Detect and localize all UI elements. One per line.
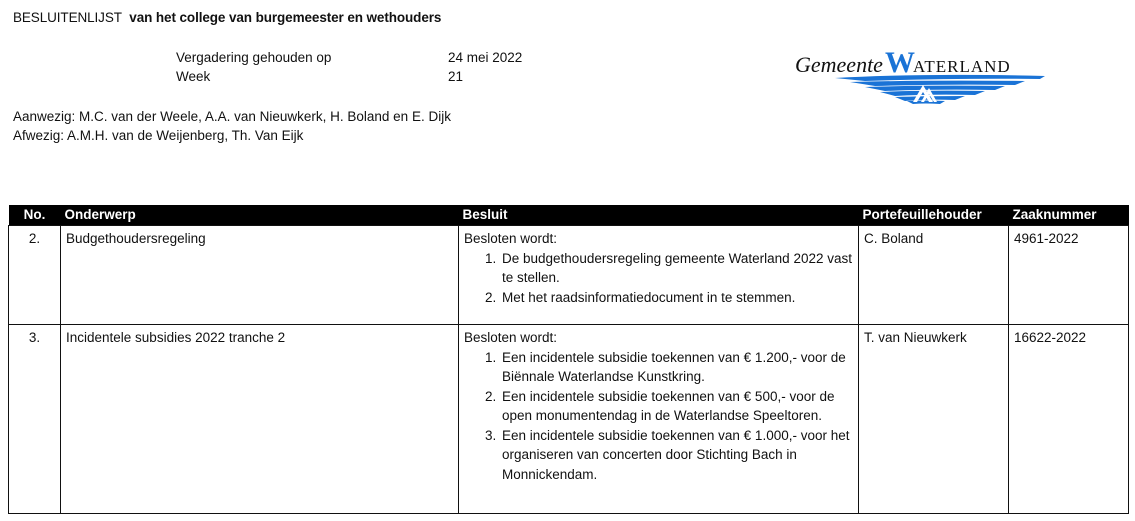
decisions-table [8, 205, 1129, 514]
title-subtitle: van het college van burgemeester en wethouders [129, 10, 442, 25]
meeting-week-label: Week [176, 69, 211, 84]
title-main: BESLUITENLIJST [13, 10, 122, 25]
meeting-week-value: 21 [448, 69, 464, 84]
logo-w: W [884, 46, 913, 79]
row-number: 2. [9, 226, 61, 325]
decision-intro: Besloten wordt: [464, 231, 558, 246]
column-header-case-number: Zaaknummer [1009, 205, 1129, 226]
meeting-week-row [176, 67, 576, 86]
meeting-info [176, 48, 576, 86]
logo-text [795, 46, 1011, 80]
decision-item: 1. De budgethoudersregeling gemeente Waterland 2022 vast te stellen. [500, 249, 853, 288]
decision-item: 1. Een incidentele subsidie toekennen van € 1.200,- voor de Biënnale Waterlandse Kunstkring. [500, 348, 853, 387]
meeting-date-value: 24 mei 2022 [448, 50, 523, 65]
decision-item: 2. Een incidentele subsidie toekennen van € 500,- voor de open monumentendag in de Waterlandse Speeltoren. [500, 387, 853, 426]
decision-list [464, 249, 853, 308]
row-number: 3. [9, 325, 61, 514]
attendance [13, 107, 451, 145]
decision-list [464, 348, 853, 485]
decision-intro: Besloten wordt: [464, 330, 558, 345]
logo-gemeente: Gemeente [795, 52, 883, 77]
gemeente-waterland-logo [795, 40, 1057, 112]
row-holder: T. van Nieuwkerk [859, 325, 1009, 514]
meeting-date-row [176, 48, 576, 67]
table-header-row [9, 205, 1129, 226]
present-list: Aanwezig: M.C. van der Weele, A.A. van Nieuwkerk, H. Boland en E. Dijk [13, 109, 451, 124]
column-header-decision: Besluit [459, 205, 859, 226]
column-header-no: No. [9, 205, 61, 226]
table-row [9, 325, 1129, 514]
absent-list: Afwezig: A.M.H. van de Weijenberg, Th. Van Eijk [13, 128, 304, 143]
column-header-subject: Onderwerp [61, 205, 459, 226]
row-holder: C. Boland [859, 226, 1009, 325]
row-decision [459, 226, 859, 325]
document-title [13, 10, 441, 25]
decision-item: 2. Met het raadsinformatiedocument in te stemmen. [500, 288, 853, 308]
row-case-number: 4961-2022 [1009, 226, 1129, 325]
column-header-holder: Portefeuillehouder [859, 205, 1009, 226]
row-subject: Budgethoudersregeling [61, 226, 459, 325]
row-case-number: 16622-2022 [1009, 325, 1129, 514]
meeting-date-label: Vergadering gehouden op [176, 50, 332, 65]
logo-aterland: ATERLAND [912, 57, 1011, 76]
table-row [9, 226, 1129, 325]
row-subject: Incidentele subsidies 2022 tranche 2 [61, 325, 459, 514]
row-decision [459, 325, 859, 514]
decision-item: 3. Een incidentele subsidie toekennen van € 1.000,- voor het organiseren van concerten door Stichting Bach in Monnickendam. [500, 426, 853, 485]
